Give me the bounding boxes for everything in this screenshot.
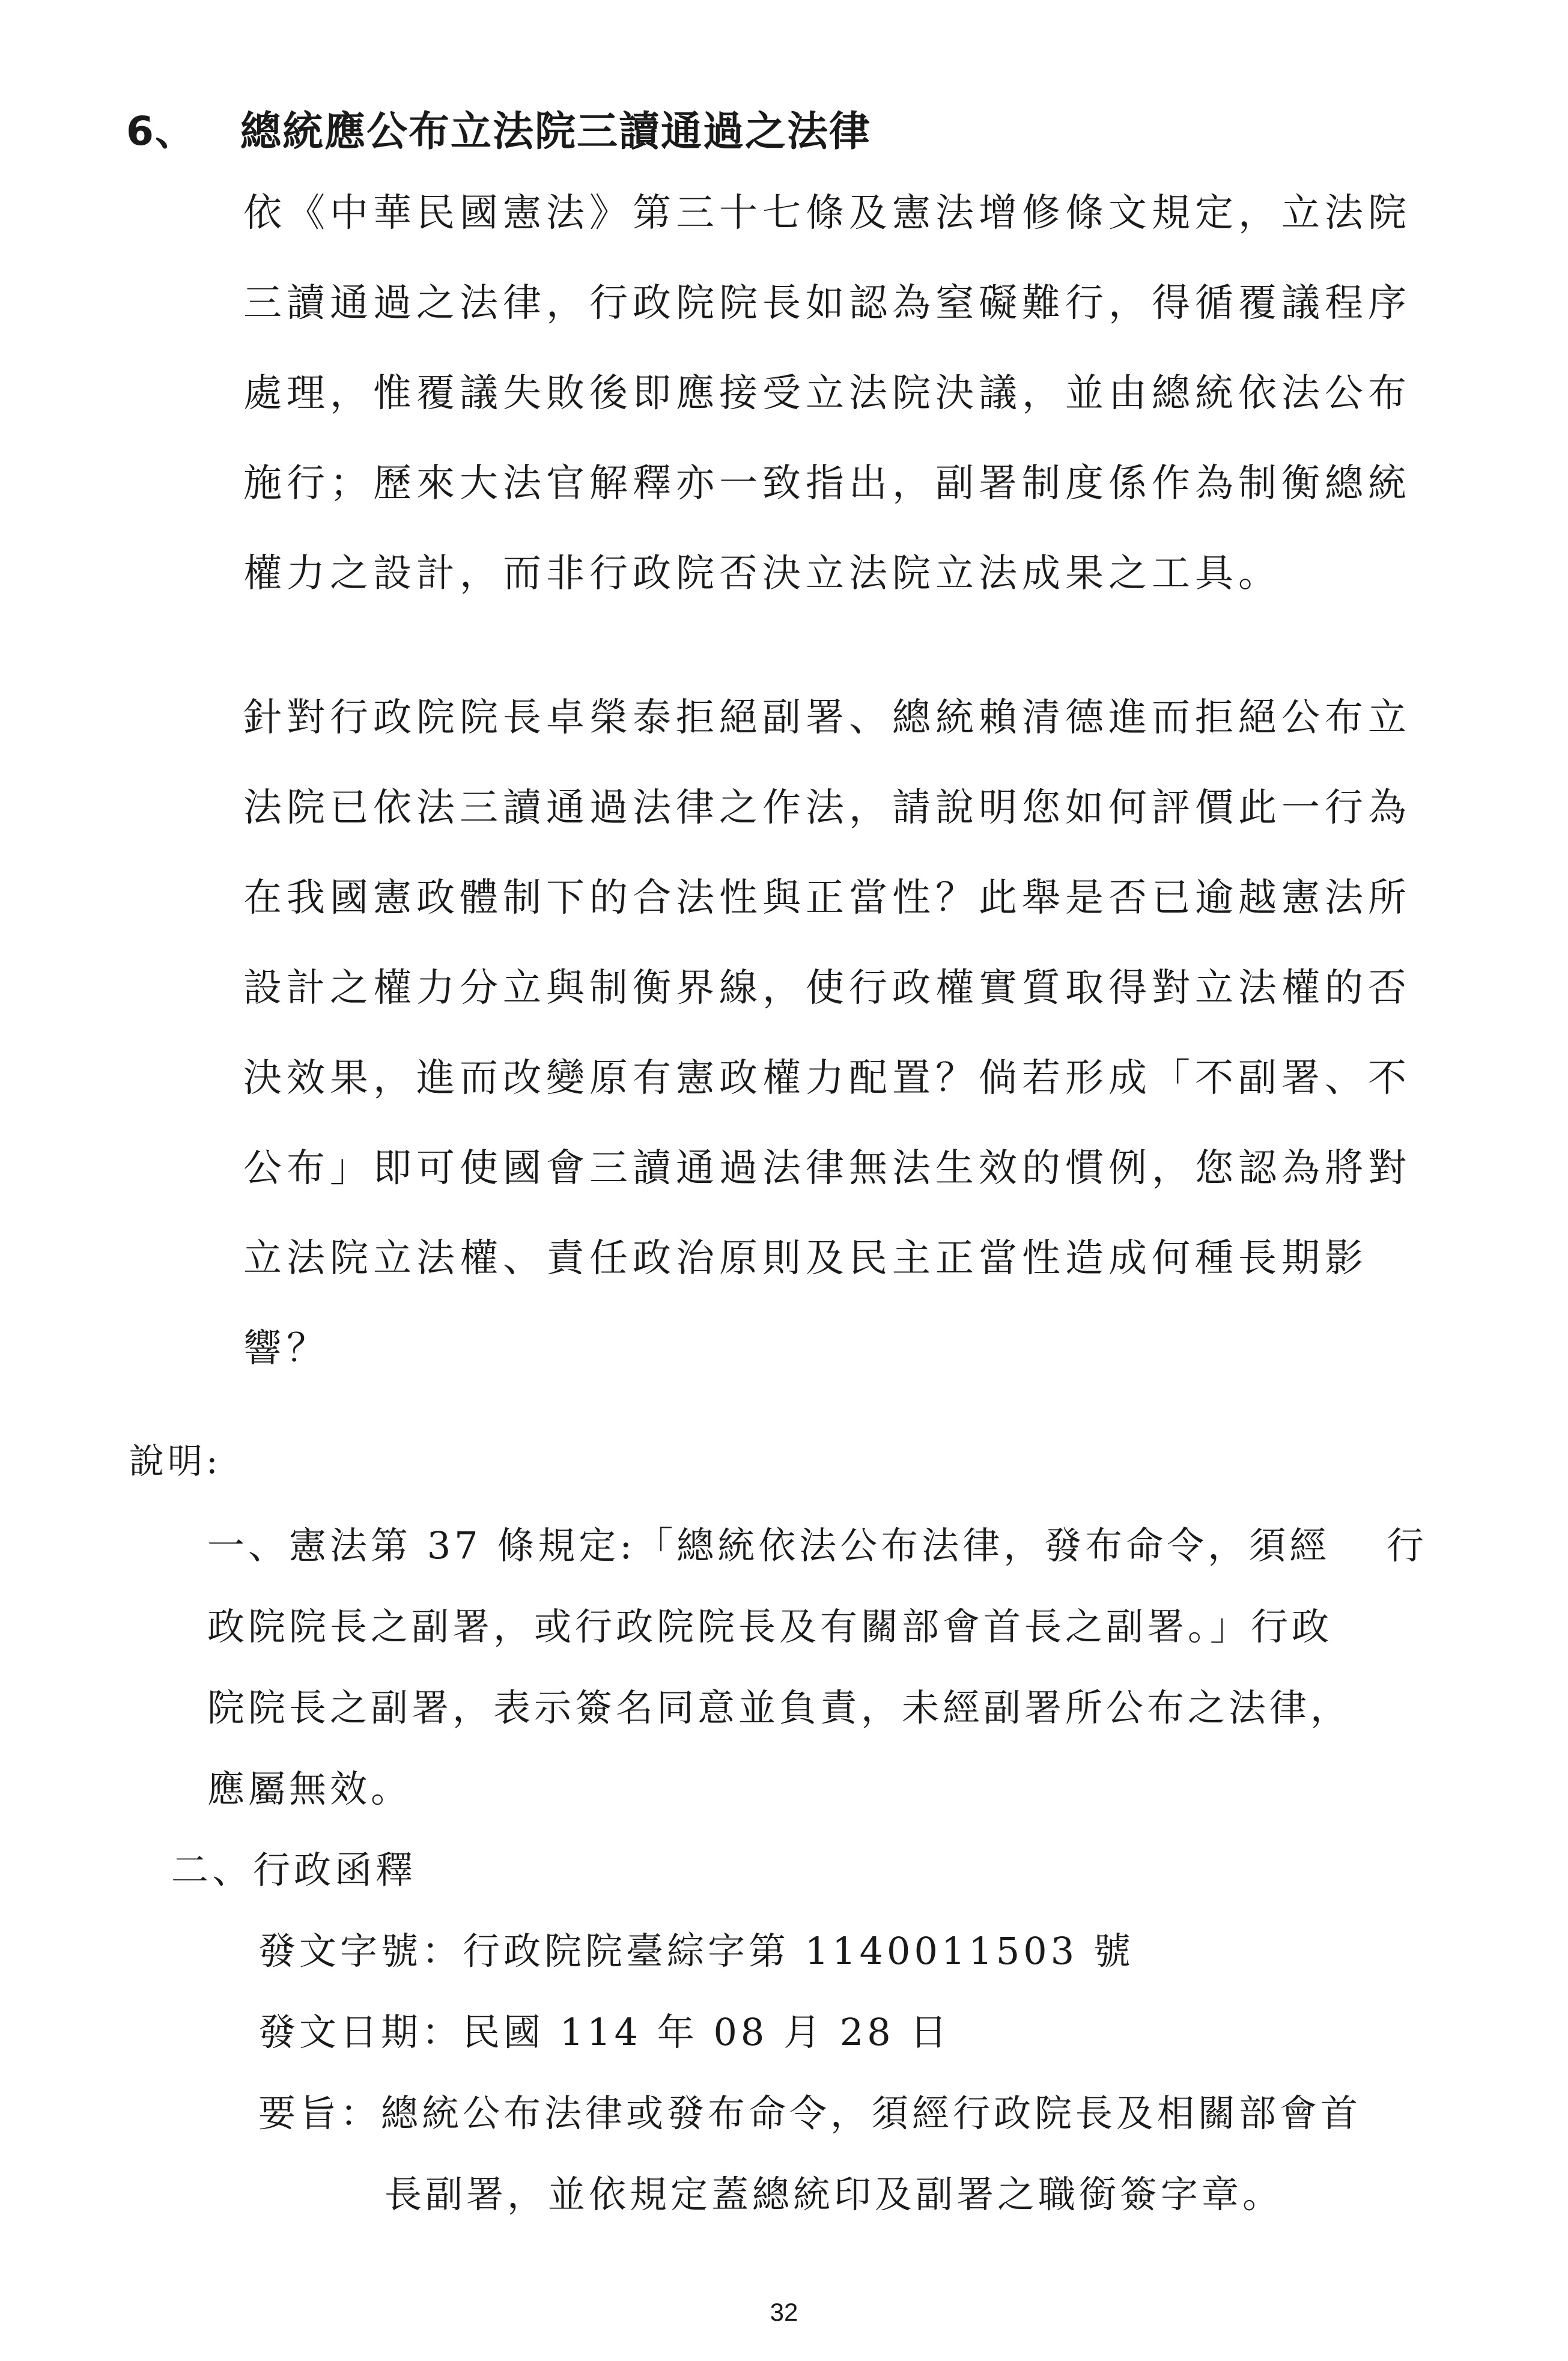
explanation-line: 院院長之副署，表示簽名同意並負責，未經副署所公布之法律，: [207, 1686, 1352, 1730]
explanation-item-2-heading: 二、行政函釋: [171, 1848, 417, 1892]
question-line: 在我國憲政體制下的合法性與正當性？此舉是否已逾越憲法所: [243, 876, 1411, 920]
intro-line: 施行；歷來大法官解釋亦一致指出，副署制度係作為制衡總統: [243, 461, 1411, 506]
document-gist-line: 要旨：總統公布法律或發布命令，須經行政院長及相關部會首: [258, 2091, 1362, 2135]
page-number: 32: [770, 2298, 798, 2326]
intro-line: 三讀通過之法律，行政院院長如認為窒礙難行，得循覆議程序: [243, 281, 1411, 326]
intro-line: 權力之設計，而非行政院否決立法院立法成果之工具。: [243, 552, 1281, 596]
question-paragraph: [243, 673, 1445, 1394]
question-title: 總統應公布立法院三讀通過之法律: [240, 108, 872, 156]
explanation-line: 政院院長之副署，或行政院院長及有關部會首長之副署。」行政: [207, 1605, 1333, 1648]
question-line: 決效果，進而改變原有憲政權力配置？倘若形成「不副署、不: [243, 1056, 1411, 1101]
explanation-line: 應屬無效。: [207, 1767, 412, 1811]
document-reference-number: 發文字號：行政院院臺綜字第 1140011503 號: [258, 1929, 1134, 1973]
question-line: 立法院立法權、責任政治原則及民主正當性造成何種長期影: [243, 1236, 1368, 1281]
intro-line: 處理，惟覆議失敗後即應接受立法院決議，並由總統依法公布: [243, 371, 1411, 416]
question-line: 設計之權力分立與制衡界線，使行政權實質取得對立法權的否: [243, 966, 1411, 1010]
intro-paragraph: [243, 168, 1445, 619]
intro-line: 依《中華民國憲法》第三十七條及憲法增修條文規定，立法院: [243, 191, 1411, 235]
question-line: 響？: [243, 1326, 330, 1371]
question-line: 公布」即可使國會三讀通過法律無法生效的慣例，您認為將對: [243, 1146, 1411, 1191]
document-reference-date: 發文日期：民國 114 年 08 月 28 日: [258, 2010, 951, 2054]
question-line: 針對行政院院長卓榮泰拒絕副署、總統賴清德進而拒絕公布立: [243, 696, 1411, 740]
explanation-line: 一、憲法第 37 條規定:「總統依法公布法律，發布命令，須經 行: [207, 1524, 1427, 1567]
explanation-item-1: [207, 1505, 1427, 1829]
question-number: 6、: [126, 108, 196, 154]
document-gist-line: 長副署，並依規定蓋總統印及副署之職銜簽字章。: [384, 2172, 1284, 2216]
question-line: 法院已依法三讀通過法律之作法，請說明您如何評價此一行為: [243, 786, 1411, 830]
explanation-label: 說明:: [129, 1441, 222, 1481]
